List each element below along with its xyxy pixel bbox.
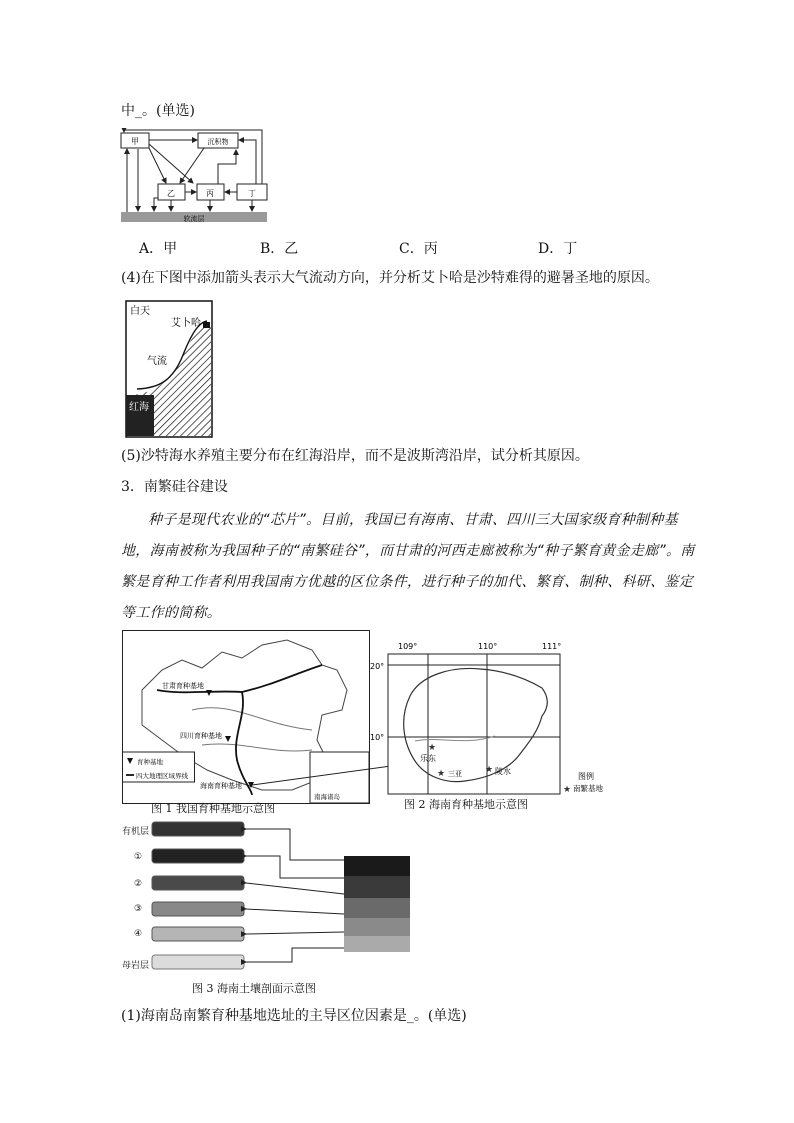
red-sea-label: 红海 [129,402,149,413]
sichuan-label: 四川育种基地 [180,732,222,740]
passage-line-2: 地，海南被称为我国种子的“南繁硅谷”，而甘肃的河西走廊被称为“种子繁育黄金走廊”。南 [121,543,695,559]
svg-text:甲: 甲 [131,137,139,146]
tube-organic [152,822,244,836]
layer-label-4: ④ [134,929,143,939]
svg-text:乙: 乙 [167,189,175,198]
ground-label: 软流层 [183,215,205,223]
tube-4 [152,927,244,941]
option-d: D．丁 [538,241,578,257]
svg-text:丁: 丁 [248,189,256,198]
passage-line-1: 种子是现代农业的“芯片”。目前，我国已有海南、甘肃、四川三大国家级育种制种基 [148,512,678,528]
option-c: C．丙 [399,241,438,257]
figure-1-caption: 图 1 我国育种基地示意图 [151,802,275,815]
question-4: (4)在下图中添加箭头表示大气流动方向，并分析艾卜哈是沙特难得的避暑圣地的原因。 [121,270,659,286]
question-3-tail: 中_。(单选) [121,103,195,119]
svg-text:109°: 109° [398,642,418,651]
tube-3 [152,902,244,916]
passage-line-3: 繁是育种工作者利用我国南方优越的区位条件，进行种子的加代、繁育、制种、科研、鉴定 [121,574,693,590]
legend-item-label: 南繁基地 [573,784,603,793]
legend-line-label: 四大地理区域界线 [136,772,188,780]
inset-label: 南海诸岛 [314,793,340,801]
tube-parent [152,955,244,969]
layer-label-1: ① [134,852,143,862]
daytime-label: 白天 [130,306,150,317]
svg-text:111°: 111° [542,642,562,651]
figure-3-soil-profile [120,820,430,980]
star-lingshui: ★ [485,765,494,775]
question-5: (5)沙特海水养殖主要分布在红海沿岸，而不是波斯湾沿岸，试分析其原因。 [121,448,589,464]
option-b: B．乙 [260,241,299,257]
tube-2 [152,876,244,890]
star-ledong: ★ [428,743,437,753]
figure-2-caption: 图 2 海南育种基地示意图 [404,798,528,811]
layer-label-5: 母岩层 [122,961,150,971]
lingshui-label: 陵水 [495,767,511,776]
section-3-title: 3．南繁硅谷建设 [121,479,228,495]
figure-2-hainan-map [370,636,615,806]
legend-title: 图例 [578,772,594,781]
passage-line-4: 等工作的简称。 [121,605,222,621]
gansu-label: 甘肃育种基地 [162,682,204,690]
abha-label: 艾卜哈 [171,318,201,329]
question-1: (1)海南岛南繁育种基地选址的主导区位因素是_。(单选) [121,1008,467,1024]
star-sanya: ★ [437,769,446,779]
svg-text:丙: 丙 [206,189,214,198]
abha-marker [203,322,210,328]
svg-text:10°: 10° [370,733,385,742]
option-a: A．甲 [139,241,178,257]
layer-label-0: 有机层 [122,827,150,837]
layer-label-3: ③ [134,904,143,914]
airflow-figure [125,300,213,438]
svg-text:110°: 110° [478,642,498,651]
airflow-label: 气流 [147,356,167,367]
svg-text:★: ★ [563,785,572,795]
figure-3-caption: 图 3 海南土壤剖面示意图 [192,982,316,995]
cycle-diagram [118,128,270,226]
svg-text:沉积物: 沉积物 [207,138,229,146]
tube-1 [152,849,244,863]
hainan-label: 海南育种基地 [200,782,242,790]
legend-base-label: 育种基地 [137,758,163,766]
ledong-label: 乐东 [420,754,436,763]
svg-text:20°: 20° [370,662,385,671]
layer-label-2: ② [134,879,143,889]
sanya-label: 三亚 [448,770,462,778]
